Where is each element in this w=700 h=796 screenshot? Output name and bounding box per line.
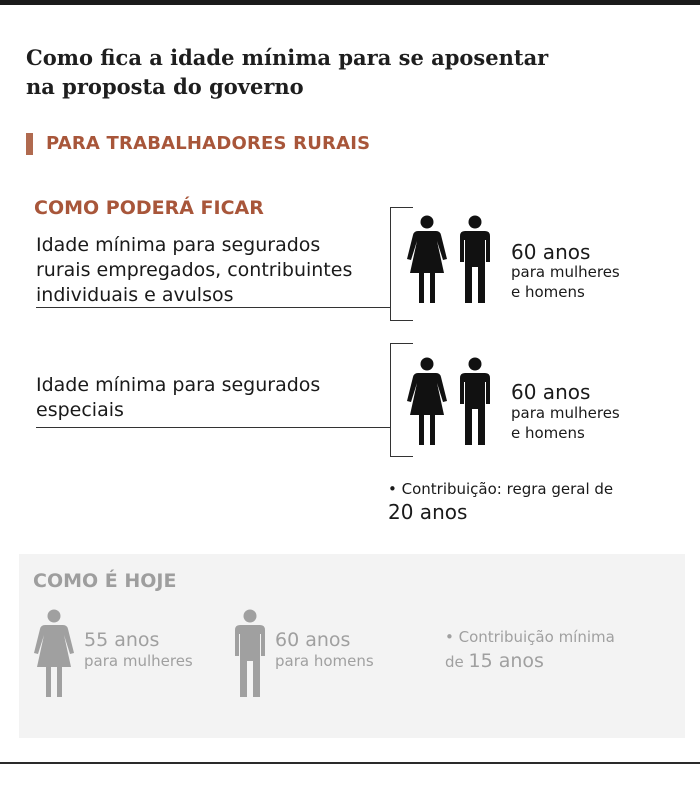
page-title-line-2: na proposta do governo [26,74,304,99]
current-men-age: 60 anos [275,629,351,651]
woman-figure-icon [406,215,448,305]
current-rules-heading: COMO É HOJE [33,570,177,592]
item-1-audience [511,262,641,302]
item-2-leader-line [36,427,391,428]
proposal-item-2-description [36,373,396,423]
item-1-figures [406,215,492,305]
bottom-rule [0,762,700,764]
current-contribution-prefix: de [445,653,464,671]
top-rule [0,0,700,5]
current-contribution-value: 15 anos [468,650,544,672]
proposal-contribution-value: 20 anos [388,500,468,524]
item-1-leader-line [36,307,391,308]
audience-line: para mulheres [511,404,620,422]
description-line: rurais empregados, contribuintes [36,259,353,281]
current-contribution-label: • Contribuição mínima [445,628,615,646]
proposal-heading: COMO PODERÁ FICAR [34,197,264,219]
section-marker [26,133,33,155]
page-title-line-1: Como fica a idade mínima para se aposentar [26,45,549,70]
current-women-label: para mulheres [84,652,193,670]
description-line: individuais e avulsos [36,284,234,306]
page-title [26,43,646,101]
proposal-contribution-label: • Contribuição: regra geral de [388,480,614,498]
man-figure-icon [233,609,267,699]
item-2-audience [511,403,641,443]
audience-line: para mulheres [511,263,620,281]
item-2-age: 60 anos [511,380,591,404]
woman-figure-icon [406,357,448,447]
section-heading: PARA TRABALHADORES RURAIS [46,133,371,154]
proposal-item-1-description [36,233,396,308]
current-men-label: para homens [275,652,374,670]
item-2-figures [406,357,492,447]
audience-line: e homens [511,424,585,442]
woman-figure-icon [33,609,75,699]
current-women-age: 55 anos [84,629,160,651]
description-line: Idade mínima para segurados [36,234,321,256]
man-figure-icon [458,357,492,447]
man-figure-icon [458,215,492,305]
item-1-age: 60 anos [511,240,591,264]
audience-line: e homens [511,283,585,301]
description-line: especiais [36,399,124,421]
current-contribution [445,649,544,674]
description-line: Idade mínima para segurados [36,374,321,396]
